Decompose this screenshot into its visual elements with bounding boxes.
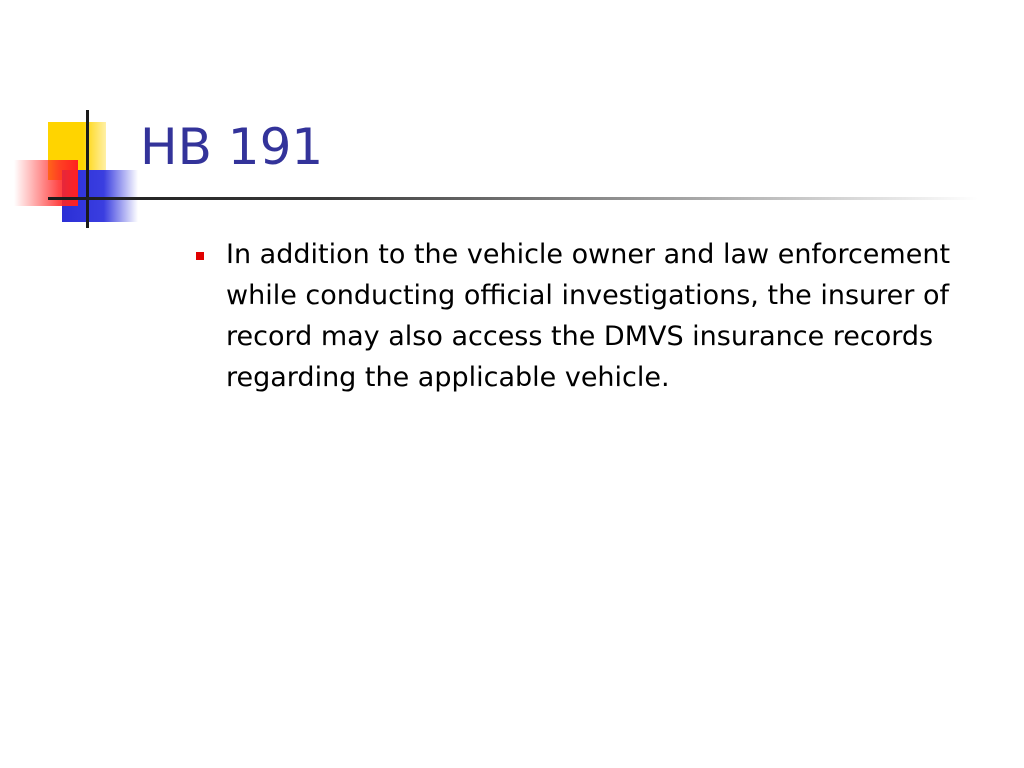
bullet-item: [196, 234, 986, 398]
bullet-square-icon: [196, 252, 204, 260]
title-underline: [48, 197, 978, 200]
slide-logo-decoration: [0, 0, 150, 240]
slide-body: [196, 234, 986, 398]
vertical-line-decoration: [86, 110, 89, 228]
bullet-text: In addition to the vehicle owner and law enforcement while conducting official investigations, the insurer of record may also access the DMVS insurance records regarding the applicable vehicle.: [226, 239, 951, 393]
slide-title: HB 191: [140, 118, 324, 176]
